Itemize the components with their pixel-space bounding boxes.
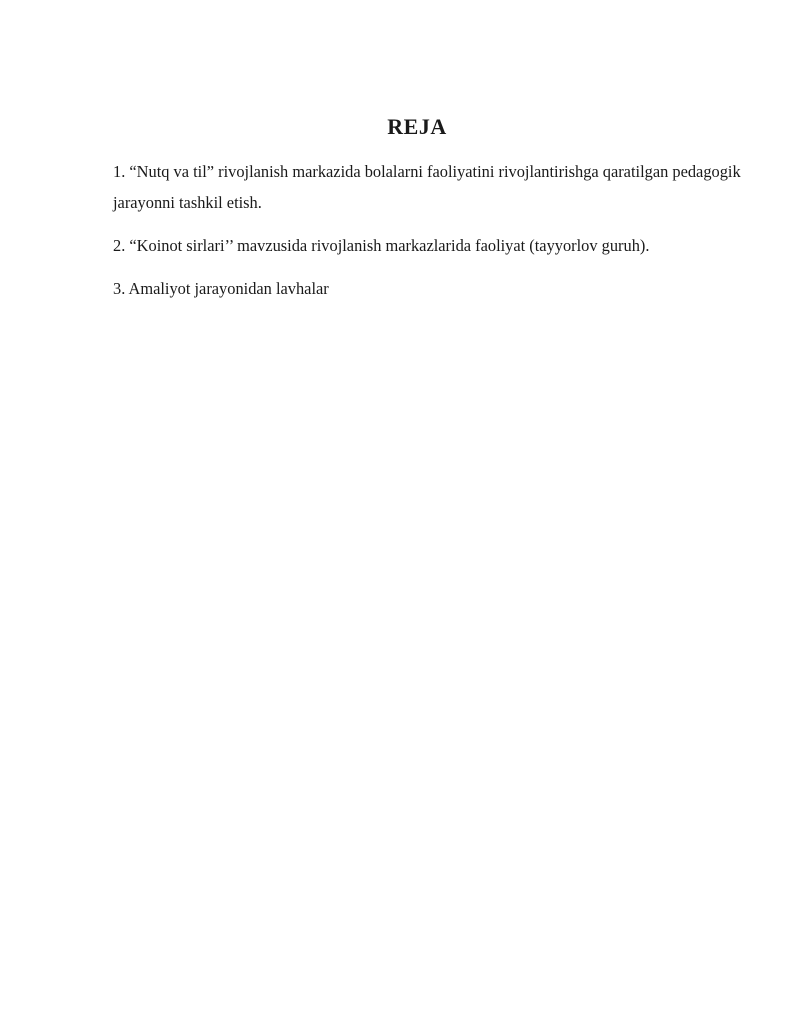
plan-item-1: 1. “Nutq va til” rivojlanish markazida bolalarni faoliyatini rivojlantirishga qaratilgan pedagogik jarayonni tashkil etish.	[113, 162, 741, 212]
plan-list	[113, 156, 753, 316]
plan-item-2: 2. “Koinot sirlari’’ mavzusida rivojlanish markazlarida faoliyat (tayyorlov guruh).	[113, 236, 650, 255]
document-title: REJA	[387, 114, 447, 139]
plan-item-3: 3. Amaliyot jarayonidan lavhalar	[113, 279, 329, 298]
